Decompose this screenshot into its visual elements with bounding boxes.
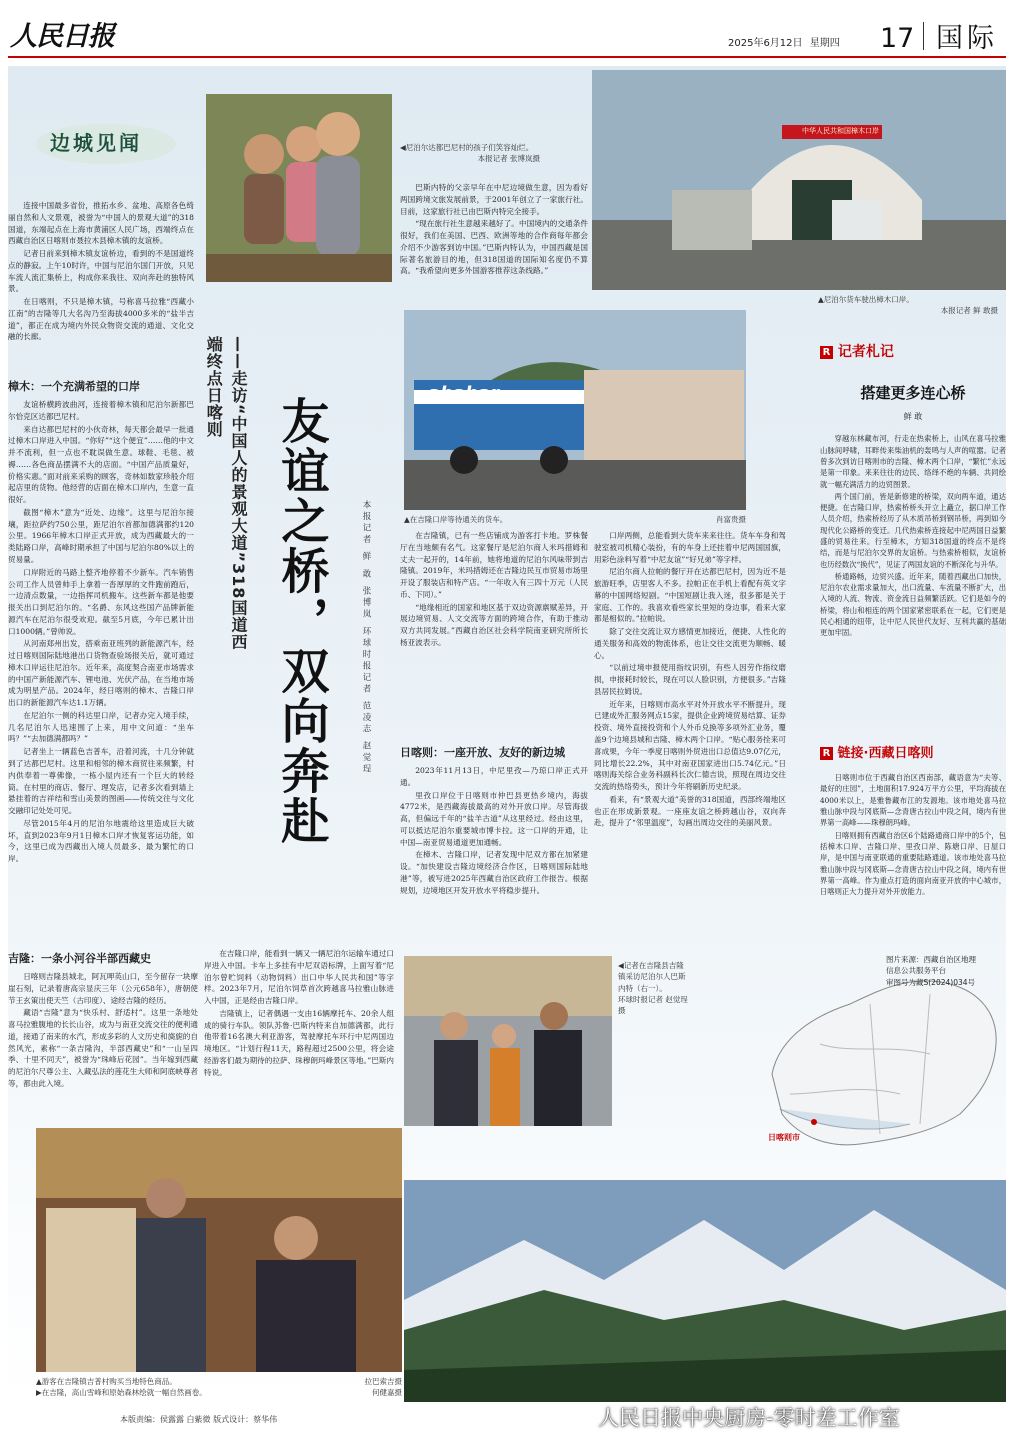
notes-para: 穿越东林藏布河，行走在热索桥上，山风在喜马拉雅山脉间呼啸，耳畔传来柴油机的轰鸣与人声的喧嚣。记者曾多次到访日喀则市的吉隆、樟木两个口岸，“繁忙”永远是第一印象。来来往往的边民、络绎不绝的车辆、共同绘就一幅充满活力的边贸图景。: [820, 434, 1006, 489]
section-name: 国际: [936, 23, 998, 54]
caption-credit: 何健嘉摄: [372, 1388, 402, 1398]
photo-shop: [36, 1128, 402, 1372]
section-jilong: [8, 944, 198, 1124]
link-tag: 链接: [837, 746, 864, 761]
headline: 友谊之桥，双向奔赴: [273, 396, 329, 846]
caption-shop-block: [36, 1376, 402, 1399]
caption-text: ▶在吉隆，高山雪峰和原始森林绘就一幅自然画卷。: [36, 1388, 207, 1398]
body-para: 巴斯内特的父亲早年在中尼边境做生意，因为看好两国跨境文旅发展前景，于2001年创立了一家旅行社。目前，这家旅行社已由巴斯内特完全接手。: [400, 183, 588, 216]
body-para: 藏语“吉隆”意为“快乐村、舒适村”。这里一条地处喜马拉雅腹地的长长山谷，成为与南亚交流交往的便利通道，接通了南来的水汽，形成多彩的人文历史和旖旎的自然风光，素称“一条吉隆沟，半部西藏史”和“一山呈四季、十里不同天”，被誉为“珠峰后花园”。当年嫁到西藏的尼泊尔尺尊公主、入藏弘法的莲花生大师和阿底峡尊者等，都由此入境。: [8, 1008, 198, 1088]
section-rikaze-cont: [594, 530, 786, 940]
caption-credit: 肖富贵摄: [716, 515, 746, 524]
section-title: 吉隆：一条小河谷半部西藏史: [8, 952, 151, 965]
body-para: 在吉隆镇，已有一些店铺成为游客打卡地。罗株餐厅在当地颇有名气。这家餐厅是尼泊尔商人米玛措姆和丈夫一起开的，14年前，她将地道的尼泊尔风味带到吉隆镇。2019年，米玛措姆还在吉隆边民互市贸易市场里开设了服装店和特产店。“一年收入有三四十万元（人民币、下同）。”: [400, 531, 588, 599]
truck-brand: abahar: [428, 383, 500, 404]
body-para: 看来，有“景观大道”美誉的318国道，西部终端地区也正在形成新景观。一座座友谊之桥跨越山谷，双向奔赴，提升了“邻里温度”，勾画出周边交往的美丽风景。: [594, 794, 786, 828]
photo-mountains: [404, 1180, 1006, 1402]
caption-children: [400, 142, 540, 165]
body-para: 从河南郑州出发，搭乘南亚班列的新能源汽车，经过日喀则国际陆地港出口货物查验场报关后，就可通过樟木口岸运往尼泊尔。近年来，高度契合南亚市场需求的中国产新能源汽车、锂电池、光伏产品，在当地市场成为明星产品。2024年，经日喀则的樟木、吉隆口岸出口的新能源汽车达1.1万辆。: [8, 639, 194, 708]
map-city-label: 日喀则市: [768, 1133, 800, 1142]
caption-text: ▲尼泊尔货车驶出樟木口岸。: [818, 295, 914, 304]
caption-text: ▲在吉隆口岸等待通关的货车。: [404, 515, 508, 524]
caption-interview: [618, 960, 688, 1016]
body-para: 里孜口岸位于日喀则市仲巴县更热乡境内，海拔4772米，是西藏海拔最高的对外开放口岸。尽管海拔高，但偏远千年的“盐羊古道”从这里经过。经由这里，可以抵达尼泊尔重要城市博卡拉。这一口岸的开通，让中国—南亚贸易通道更加通畅。: [400, 790, 588, 847]
body-para: 近年来，日喀则市高水平对外开放水平不断提升，现已建成外汇服务网点15家，提供企业跨境贸易结算、证券投资、境外直接投资和个人外币兑换等多项外汇业务，覆盖9个边境县城和吉隆、樟木两个口岸。“贴心服务拴来可喜成果，今年一季度日喀则外贸进出口总值达9.07亿元，同比增长22.2%，其中对南亚国家进出口5.74亿元。”日喀则海关综合业务科副科长次仁德吉说，照现在周边交往交流的热络势头，预计今年将刷新历史纪录。: [594, 699, 786, 792]
body-para: 口岸附近的马路上整齐地停着不少新车。汽车销售公司工作人员曾帅手上拿着一沓厚厚的文件跑前跑后，一边清点数量，一边指挥司机搬车。这些新车都是他要报关出口到尼泊尔的。“名爵、东风这些国产品牌新能源汽车在尼泊尔很受欢迎。截至5月底，今年已累计出口1000辆。”曾帅说。: [8, 567, 194, 636]
link-para: 日喀则拥有西藏自治区6个陆路通商口岸中的5个，包括樟木口岸、吉隆口岸、里孜口岸、陈塘口岸、日屋口岸，是中国与南亚联通的重要陆路通道。该市地处喜马拉雅山脉中段与冈底斯—念青唐古拉山中段之间，境内有世界第一高峰。作为重点打造的面向南亚开放的中心城市，日喀则正大力提升对外开放能力。: [820, 830, 1006, 897]
section-jilong-cont: [204, 948, 394, 1120]
body-para: 在樟木、吉隆口岸，记者发现中尼双方都在加紧建设。“加快建设吉隆边境经济合作区，日喀则国际陆地港”等，被写进2025年西藏自治区政府工作报告。根据规划，边境地区开发开放水平将稳步提升。: [400, 850, 588, 895]
map-source-line: 信息公共服务平台: [886, 966, 946, 976]
body-para: 记者坐上一辆蓝色吉普车，沿着河流，十几分钟就到了达都巴尼村。这里和相邻的樟木商贸往来频繁，村内供奉着一尊佛像，一栋小屋内还有一个巨大的转经筒。在村里的商店、餐厅、理发店，记者多次看到墙上悬挂着的吉祥结和雪山美景的图画——传统交往与文化交融印记处处可见。: [8, 747, 194, 816]
body-para: 来自达都巴尼村的小伙奇林，每天都会最早一批通过樟木口岸进入中国。“你好”“这个便宜”……他的中文并不流利，但一点也不耽误做生意。球鞋、毛毯、被褥……各色商品摆满不大的店面。“中国产品质量好，价格实惠。”面对前来采购的顾客，奇林如数家珍般介绍起店里的货物。他经营的店面在樟木口岸内，生意一直很好。: [8, 424, 194, 505]
map-source: [886, 954, 976, 988]
intro-para: 在日喀则，不只是樟木镇，号称喜马拉雅“西藏小江南”的吉隆等几大名沟乃至海拔4000多米的“盐半吉道”，都正在成为境内外民众物资交流的通道、文化交融的长廊。: [8, 297, 194, 342]
notes-para: 桥通路畅，边贸兴盛。近年来，随着西藏出口加快，尼泊尔农业需求量加大，出口流量、车流量不断扩大，出入境的人流、物流、资金流日益频繁活跃。它们是如今的桥梁，将山和相连的两个国家紧密联系在一起，它们更是民心相通的纽带，让中尼人民世代友好、互利共赢的基础更加牢固。: [820, 571, 1006, 638]
section-title: 樟木：一个充满希望的口岸: [8, 380, 140, 393]
column-tag: [36, 118, 196, 168]
byline: 本报记者 鲜 敢 张博岚 环球时报记者 范凌志 赵觉珵: [361, 500, 371, 776]
section-jilong-mid: [400, 530, 588, 735]
section-title: 日喀则：一座开放、友好的新边城: [400, 746, 565, 759]
body-para: 2023年11月13日，中尼里孜—乃琼口岸正式开通。: [400, 766, 588, 787]
photo-children: [206, 94, 392, 282]
issue-date: 2025年6月12日: [728, 38, 803, 49]
body-para: “地缘相近的国家和地区基于双边资源禀赋差异，开展边境贸易、人文交流等方面的跨境合作，有助于推动双方共同发展。”西藏自治区社会科学院南亚研究所所长杨亚波表示。: [400, 602, 588, 647]
body-para: 在吉隆口岸，能看到一辆又一辆尼泊尔运输车通过口岸进入中国。卡车上多挂有中尼双语标牌，上面写着“尼泊尔曾贮饲料（动物饲料）出口中华人民共和国”等字样。2023年7月，尼泊尔饲草首次跨越喜马拉雅山脉进入中国，正是经由吉隆口岸。: [204, 949, 394, 1006]
intro-text: [8, 200, 194, 356]
photo-trucks: [404, 310, 746, 510]
reporter-notes: [820, 342, 1006, 732]
map-tibet: [760, 944, 1006, 1180]
map-source-line: 图片来源：西藏自治区地理: [886, 955, 976, 964]
caption-text: ◀记者在吉隆县吉隆镇采访尼泊尔人巴斯内特（右一）。: [618, 961, 686, 993]
gate-sign: 中华人民共和国樟木口岸: [802, 127, 879, 135]
notes-tag: R 记者札记: [820, 342, 1006, 364]
caption-credit: 本报记者 张博岚摄: [477, 154, 540, 164]
masthead: [8, 8, 1006, 58]
watermark: 人民日报中央厨房-零时差工作室: [598, 1406, 900, 1430]
section-zhangmu: [8, 372, 194, 892]
body-para: 友谊桥横跨波曲河，连接着樟木镇和尼泊尔新都巴尔恰克区达都巴尼村。: [8, 400, 194, 421]
link-box: R 链接·西藏日喀则 日喀则市位于西藏自治区西南部，藏语意为“夫等、最好的庄园”，土地面积17.924万平方公里，平均海拔在4000米以上，是雅鲁藏布江的发源地。该市地处喜马拉雅山脉中段与冈底斯—念青唐古拉山中段之间，境内有世界第一高峰——珠穆朗玛峰。 日喀则拥有西藏自治区6个陆路通商口岸中的5个，包括樟木口岸、吉隆口岸、里孜口岸、陈塘口岸、日屋口岸，是中国与南亚联通的重要陆路通道。该市地处喜马拉雅山脉中段与冈底斯—念青唐古拉山中段之间，境内有世界第一高峰。作为重点打造的面向南亚开放的中心城市，日喀则正大力提升对外开放能力。: [820, 746, 1006, 897]
article-subtitle: ——走访“中国人的景观大道”318国道西端终点日喀则: [204, 336, 248, 651]
section-rikaze: [400, 738, 588, 938]
issue-weekday: 星期四: [809, 38, 840, 49]
body-para: 尼泊尔商人拉帕的餐厅开在达都巴尼村，因为近不是旅游旺季，店里客人不多。拉帕正在手机上看配有英文字幕的中国网络短剧。“中国短剧让我入迷，很多都是关于家庭、工作的。我喜欢看些家长里短的身边事，看来大家都是相似的。”拉帕说。: [594, 567, 786, 624]
section-jilong-top: [400, 182, 588, 284]
caption-credit: 本报记者 鲜 敢摄: [940, 306, 998, 316]
caption-credit: 环球时报记者 赵觉珵摄: [618, 994, 688, 1015]
intro-para: 连接中国最多省份，推拓水乡、盆地、高原各色绮丽自然和人文景观，被誉为“中国人的景观大道”的318国道，东端起点在上海市黄浦区人民广场，西端终点在西藏自治区日喀则市聂拉木县樟木镇的友谊桥。: [8, 201, 194, 246]
newspaper-logo: 人民日报: [10, 21, 114, 52]
body-para: “以前过境申报使用指纹识别，有些人因劳作指纹磨损，申报耗时较长，现在可以人脸识别，方便很多。”吉隆县居民拉姆说。: [594, 663, 786, 696]
body-para: “现在旅行社生意越来越好了。中国境内的交通条件很好，我们在美国、巴西、欧洲等地的合作商每年都会介绍不少游客到访中国。”巴斯内特认为，中国西藏是国际著名旅游目的地，但318国道的国际知名度仍不算高。“我希望向更多外国游客推荐这条线路。”: [400, 219, 588, 276]
column-tag-text: 边城见闻: [50, 131, 142, 155]
body-para: 吉隆镇上，记者偶遇一支由16辆摩托车、20余人组成的骑行车队。领队苏鲁·巴斯内特来自加德满都，此行他带着16名澳大利亚游客，驾驶摩托车环行中尼两国边境地区。“计划行程11天，路程超过2500公里，将会途经游客们最为期待的拉萨、珠穆朗玛峰景区等地。”巴斯内特说。: [204, 1008, 394, 1077]
body-para: 除了交往交流让双方感情更加接近，便捷、人性化的通关服务和高效的物流体系，也让交往交流更为顺畅、暖心。: [594, 627, 786, 660]
footer-editors: 本版责编：侯露露 白紫微 版式设计：蔡华伟: [120, 1415, 278, 1424]
body-para: 尽管2015年4月的尼泊尔地震给这里造成巨大破坏，直到2023年9月1日樟木口岸才恢复客运功能，如今，这里已成为西藏出入境人员最多、最为繁忙的口岸。: [8, 818, 194, 864]
photo-border-gate: [592, 70, 1006, 290]
map-source-line: 审图号为藏S(2024)034号: [886, 977, 976, 987]
notes-tag-text: 记者札记: [837, 344, 894, 360]
page-number: 17: [880, 23, 915, 54]
body-para: 日喀则吉隆县城北，阿瓦呷英山口，至今留存一块摩崖石刻，记录着唐高宗显庆三年（公元658年），唐朝使节王玄策出使天竺（古印度）、途经吉隆的经历。: [8, 972, 198, 1005]
link-para: 日喀则市位于西藏自治区西南部，藏语意为“夫等、最好的庄园”，土地面积17.924万平方公里，平均海拔在4000米以上，是雅鲁藏布江的发源地。该市地处喜马拉雅山脉中段与冈底斯—念青唐古拉山中段之间，境内有世界第一高峰——珠穆朗玛峰。: [820, 773, 1006, 828]
caption-text: ▲游客在吉隆镇吉普村购买当地特色商品。: [36, 1377, 177, 1386]
notes-author: 鲜 敢: [903, 411, 923, 421]
notes-title: 搭建更多连心桥: [860, 383, 966, 402]
photo-interview: [404, 956, 612, 1126]
body-para: 截图“樟木”意为“近处、边缘”。这里与尼泊尔接壤，距拉萨约750公里，距尼泊尔首都加德满都约120公里。1966年樟木口岸正式开放，成为西藏最大的一类陆路口岸，高峰时期承担了中国与尼泊尔80%以上的贸易量。: [8, 507, 194, 564]
body-para: 口岸两侧，总能看到大货车来来往往。货车车身和驾驶室被司机精心装扮，有的车身上还挂着中尼两国国旗，用彩色涂料写着“中尼友谊”“好兄弟”等字样。: [594, 531, 786, 564]
caption-gate: [818, 294, 998, 317]
notes-para: 两个国门前，皆是新修建的桥梁，双向两车道，通达便捷。在吉隆口岸，热索桥桥头开立上矗立，据口岸工作人员介绍，热索桥经历了从木质吊桥到钢吊桥，再到如今现代化公路桥的变迁。几代热索桥连接起中尼两国日益繁盛的贸易往来。行至樟木，方知318国道的终点不是终结，而是与尼泊尔交界的友谊桥。与热索桥相似，友谊桥也历经数次“换代”，见证了两国友谊的不断深化与升华。: [820, 491, 1006, 569]
link-title: ·西藏日喀则: [863, 746, 934, 761]
caption-trucks: [404, 514, 746, 525]
caption-text: ◀尼泊尔达都巴尼村的孩子们笑容灿烂。: [400, 143, 534, 152]
intro-para: 记者日前来到樟木镇友谊桥边，看到的不是国道终点的静寂。上午10时许，中国与尼泊尔国门开放，只见车流人流汇集桥上，构成你来我往、双向奔赴的独特风景。: [8, 249, 194, 294]
body-para: 在尼泊尔一侧的科达里口岸，记者办完入境手续，几名尼泊尔人迅速围了上来，用中文问道：“坐车吗？”“去加德满都吗？”: [8, 710, 194, 744]
caption-credit: 拉巴索吉摄: [364, 1377, 402, 1386]
